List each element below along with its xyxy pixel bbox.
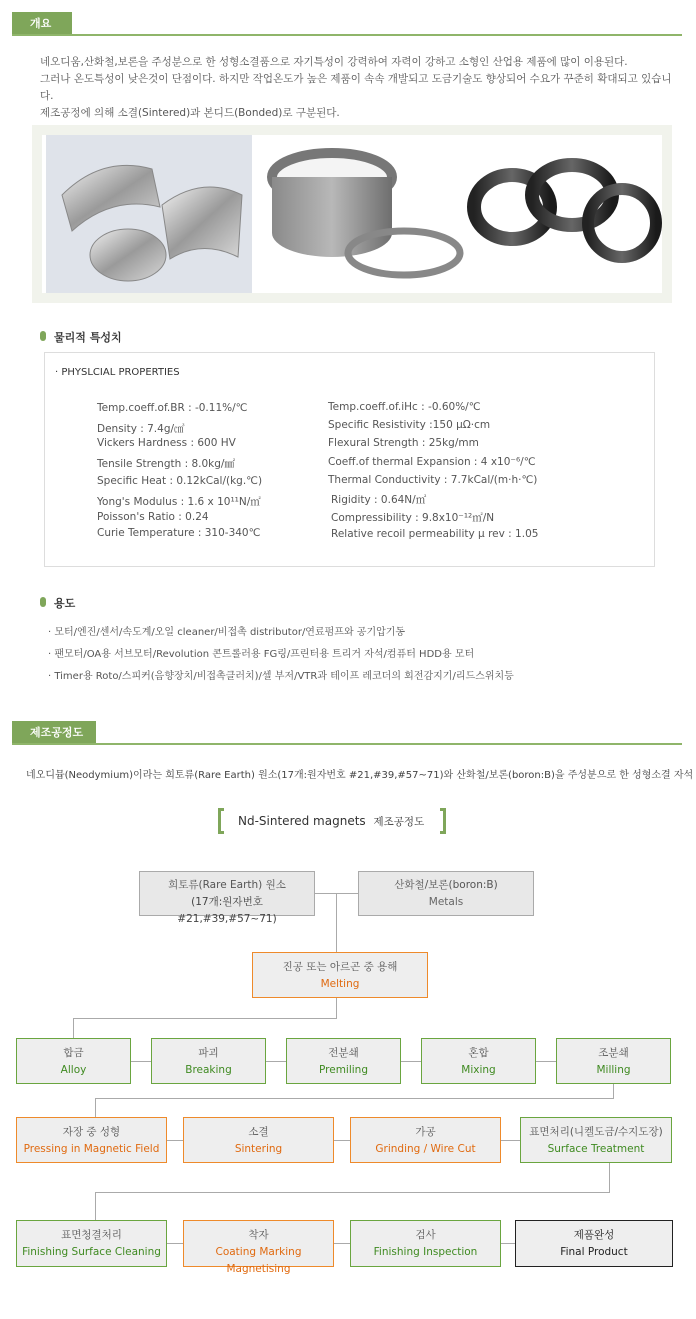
step-en: Alloy — [60, 1064, 87, 1076]
process-rule — [12, 743, 682, 745]
step-en: Surface Treatment — [547, 1143, 645, 1155]
use-item: · 팬모터/OA용 서브모터/Revolution 콘트롤러용 FG링/프린터용 트리거 자석/컴퓨터 HDD용 모터 — [48, 649, 475, 660]
step-pressing — [16, 1117, 167, 1163]
uses-heading: 용도 — [54, 597, 76, 610]
step-ko: 산화철/보론(boron:B) — [394, 879, 498, 891]
property-left: Curie Temperature : 310-340℃ — [97, 527, 261, 539]
use-item: · 모터/엔진/센서/속도계/오일 cleaner/비접촉 distributor/연료펌프와 공기압기동 — [48, 627, 406, 638]
step-milling — [556, 1038, 671, 1084]
step-en: Finishing Inspection — [373, 1246, 478, 1258]
property-right: Specific Resistivity :150 μΩ·cm — [328, 419, 491, 431]
connector — [167, 1243, 183, 1244]
step-ko: 표면처리(니켈도금/수지도장) — [529, 1126, 663, 1138]
property-right: Thermal Conductivity : 7.7kCal/(m·h·℃) — [328, 474, 538, 486]
step-breaking — [151, 1038, 266, 1084]
step-ko: 혼합 — [468, 1047, 489, 1059]
property-left: Temp.coeff.of.BR : -0.11%/℃ — [97, 402, 248, 414]
step-premiling — [286, 1038, 401, 1084]
step-en: Sintering — [234, 1143, 283, 1155]
title-bracket-left — [218, 808, 224, 834]
step-en: Milling — [596, 1064, 631, 1076]
step-mixing — [421, 1038, 536, 1084]
physical-bullet — [40, 331, 46, 341]
step-en: Mixing — [461, 1064, 496, 1076]
overview-tab-label: 개요 — [30, 17, 52, 30]
step-ko: 소결 — [248, 1126, 269, 1138]
step-ko: 자장 중 성형 — [62, 1126, 121, 1138]
step-magnetising — [183, 1220, 334, 1275]
step-ko: 제품완성 — [573, 1229, 615, 1241]
connector — [336, 998, 337, 1018]
step-en: Finishing Surface Cleaning — [22, 1246, 161, 1258]
step-inspection — [350, 1220, 501, 1267]
magnet-photo — [42, 135, 662, 293]
property-left: Density : 7.4g/㎤ — [97, 423, 185, 435]
step-en: Pressing in Magnetic Field — [23, 1143, 160, 1155]
step-ko: 진공 또는 아르곤 중 용해 — [282, 961, 398, 973]
overview-tab — [12, 12, 72, 36]
step-ko: 파괴 — [198, 1047, 219, 1059]
step-en: Premiling — [319, 1064, 368, 1076]
property-left: Tensile Strength : 8.0kg/㎟ — [97, 458, 235, 470]
step-final-product — [515, 1220, 673, 1267]
connector — [609, 1163, 610, 1192]
property-right: Coeff.of thermal Expansion : 4 x10⁻⁶/℃ — [328, 456, 536, 468]
magnet-photo-panel — [32, 125, 672, 303]
process-title — [238, 814, 424, 829]
connector — [334, 1243, 350, 1244]
step-alloy — [16, 1038, 131, 1084]
property-left: Specific Heat : 0.12kCal/(kg.℃) — [97, 475, 263, 487]
step-en: Final Product — [560, 1246, 628, 1258]
step-surface-cleaning — [16, 1220, 167, 1267]
connector — [401, 1061, 421, 1062]
connector — [501, 1140, 520, 1141]
step-en: Melting — [320, 978, 360, 990]
overview-rule — [12, 34, 682, 36]
connector — [613, 1084, 614, 1098]
step-ko: 표면청결처리 — [61, 1229, 122, 1241]
process-intro: 네오디뮴(Neodymium)이라는 희토류(Rare Earth) 원소(17개:원자번호 #21,#39,#57~71)와 산화철/보론(boron:B)을 주성분으로 한 성형소결 자석 — [26, 770, 694, 781]
step-ko: 조분쇄 — [598, 1047, 629, 1059]
physical-heading: 물리적 특성치 — [54, 331, 122, 344]
connector — [536, 1061, 556, 1062]
overview-line: 네오디움,산화철,보론을 주성분으로 한 성형소결품으로 자기특성이 강력하여 자력이 강하고 소형인 산업용 제품에 많이 이용된다. — [40, 56, 628, 68]
process-title-en: Nd-Sintered magnets — [238, 814, 366, 828]
property-left: Yong's Modulus : 1.6 x 10¹¹N/㎡ — [97, 496, 261, 508]
property-left: Vickers Hardness : 600 HV — [97, 437, 236, 449]
step-ko: 전분쇄 — [328, 1047, 359, 1059]
step-en: Grinding / Wire Cut — [375, 1143, 476, 1155]
overview-line: 그러나 온도특성이 낮은것이 단점이다. 하지만 작업온도가 높은 제품이 속속 개발되고 도금기술도 향상되어 수요가 꾸준히 확대되고 있습니다. — [40, 73, 672, 102]
connector — [95, 1192, 96, 1220]
process-tab-label: 제조공정도 — [30, 726, 84, 739]
title-bracket-right — [440, 808, 446, 834]
connector — [73, 1018, 337, 1019]
step-en: Coating Marking Magnetising — [215, 1246, 302, 1275]
step-ko: 착자 — [248, 1229, 269, 1241]
connector — [95, 1192, 610, 1193]
step-en: (17개:원자번호 #21,#39,#57~71) — [177, 896, 277, 925]
properties-title: · PHYSLCIAL PROPERTIES — [55, 367, 180, 378]
property-right: Relative recoil permeability μ rev : 1.05 — [331, 528, 539, 540]
properties-box — [44, 352, 655, 567]
step-surface-treatment — [520, 1117, 672, 1163]
connector — [501, 1243, 515, 1244]
overview-text — [40, 54, 680, 122]
connector — [95, 1098, 614, 1099]
step-ko: 검사 — [415, 1229, 436, 1241]
property-left: Poisson's Ratio : 0.24 — [97, 511, 209, 523]
connector — [131, 1061, 151, 1062]
connector — [336, 893, 337, 952]
magnet-illustration — [42, 135, 662, 293]
step-sintering — [183, 1117, 334, 1163]
property-right: Temp.coeff.of.iHc : -0.60%/℃ — [328, 401, 481, 413]
connector — [73, 1018, 74, 1038]
use-item: · Timer용 Roto/스피커(음향장치/비접촉클러치)/셀 부저/VTR과 테이프 레코더의 회전감지기/리드스위치등 — [48, 671, 514, 682]
connector — [334, 1140, 350, 1141]
overview-line: 제조공정에 의해 소결(Sintered)과 본디드(Bonded)로 구분된다. — [40, 107, 340, 119]
step-en: Metals — [428, 896, 464, 908]
step-rare-earth — [139, 871, 315, 925]
step-ko: 희토류(Rare Earth) 원소 — [168, 879, 286, 891]
process-tab — [12, 721, 96, 745]
property-right: Rigidity : 0.64N/㎡ — [331, 494, 427, 506]
step-en: Breaking — [185, 1064, 232, 1076]
process-title-ko: 제조공정도 — [373, 816, 425, 828]
property-right: Compressibility : 9.8x10⁻¹²㎡/N — [331, 512, 495, 524]
connector — [167, 1140, 183, 1141]
connector — [266, 1061, 286, 1062]
connector — [95, 1098, 96, 1117]
step-ko: 가공 — [415, 1126, 436, 1138]
property-right: Flexural Strength : 25kg/mm — [328, 437, 479, 449]
step-ko: 합금 — [63, 1047, 84, 1059]
step-grinding — [350, 1117, 501, 1163]
step-metals — [358, 871, 534, 916]
step-melting — [252, 952, 428, 998]
uses-bullet — [40, 597, 46, 607]
